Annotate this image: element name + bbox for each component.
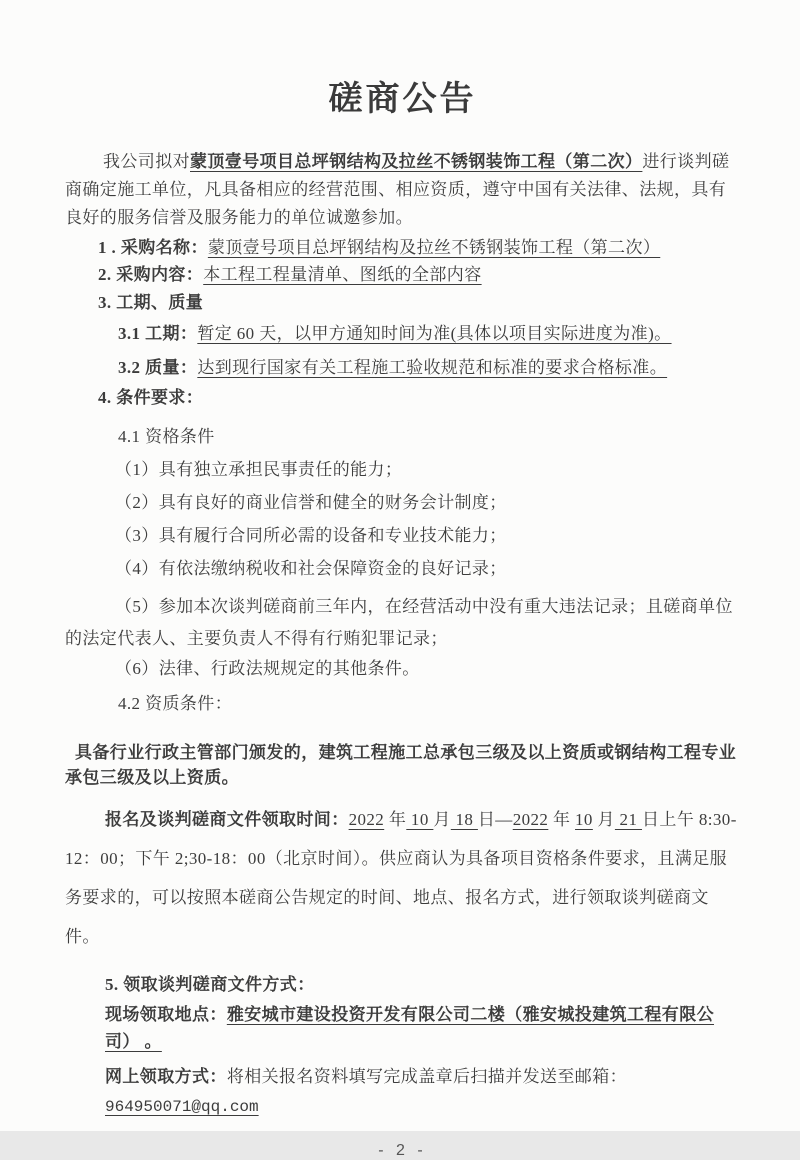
registration-label: 报名及谈判磋商文件领取时间： (105, 810, 349, 829)
reg-day-end: 21 (614, 810, 643, 829)
purchase-name-label: 1 . 采购名称： (98, 238, 208, 257)
online-pickup-row (105, 1063, 740, 1121)
reg-sep-2: 月 (433, 810, 451, 829)
reg-sep-1: 年 (384, 810, 407, 829)
section3-heading: 3. 工期、质量 (98, 293, 204, 312)
reg-day-start: 18 (450, 810, 478, 829)
credential-paragraph: 具备行业行政主管部门颁发的，建筑工程施工总承包三级及以上资质或钢结构工程专业承包三级及以上资质。 (65, 743, 737, 787)
quality-label: 3.2 质量： (118, 358, 198, 377)
purchase-content-label: 2. 采购内容： (98, 265, 204, 284)
condition-item-3: （3）具有履行合同所必需的设备和专业技术能力； (115, 526, 507, 545)
intro-suffix: 进行谈判磋商确定施工单位，凡具备相应的经营范围、相应资质，遵守中国有关法律、法规，具有良好的服务信誉及服务能力的单位诚邀参加。 (65, 152, 730, 227)
condition-item-5: （5）参加本次谈判磋商前三年内，在经营活动中没有重大违法记录；且磋商单位的法定代表人、主要负责人不得有行贿犯罪记录； (65, 597, 733, 648)
site-pickup-row (105, 1001, 740, 1055)
condition-item-4: （4）有依法缴纳税收和社会保障资金的良好记录； (115, 559, 507, 578)
site-pickup-label: 现场领取地点： (105, 1005, 227, 1024)
reg-sep-5: 月 (592, 810, 615, 829)
intro-project-name: 蒙顶壹号项目总坪钢结构及拉丝不锈钢装饰工程（第二次） (190, 152, 643, 171)
reg-year-end: 2022 (512, 810, 549, 829)
purchase-name-row (98, 234, 740, 261)
reg-month-start: 10 (406, 810, 434, 829)
reg-month-end: 10 (575, 810, 593, 829)
credential-heading: 4.2 资质条件： (118, 694, 233, 713)
reg-sep-4: 年 (548, 810, 576, 829)
duration-label: 3.1 工期： (118, 324, 198, 343)
intro-paragraph (65, 148, 740, 232)
purchase-name-value: 蒙顶壹号项目总坪钢结构及拉丝不锈钢装饰工程（第二次） (207, 238, 661, 257)
section4-heading: 4. 条件要求： (98, 388, 204, 407)
duration-row (118, 320, 740, 347)
page-title: 磋商公告 (328, 81, 477, 118)
reg-sep-3: 日— (477, 810, 513, 829)
page-number: - 2 - (378, 1142, 427, 1159)
quality-row (118, 354, 740, 381)
registration-paragraph (65, 800, 740, 956)
email-address: 964950071@qq.com (105, 1098, 259, 1116)
intro-prefix: 我公司拟对 (103, 152, 190, 171)
condition-item-6: （6）法律、行政法规规定的其他条件。 (115, 659, 420, 678)
section5-heading: 5. 领取谈判磋商文件方式： (105, 975, 315, 994)
qualification-heading: 4.1 资格条件 (118, 427, 215, 446)
reg-year-start: 2022 (348, 810, 385, 829)
quality-value: 达到现行国家有关工程施工验收规范和标准的要求合格标准。 (197, 358, 668, 377)
condition-item-1: （1）具有独立承担民事责任的能力； (115, 460, 403, 479)
site-pickup-value: 雅安城市建设投资开发有限公司二楼（雅安城投建筑工程有限公司） 。 (105, 1005, 715, 1051)
reg-tail-text: 日上午 8:30-12：00；下午 2;30-18：00（北京时间）。供应商认为具备项目资格条件要求，且满足服务要求的，可以按照本磋商公告规定的时间、地点、报名方式，进行领取谈判磋商文件。 (65, 810, 737, 946)
purchase-content-value: 本工程工程量清单、图纸的全部内容 (203, 265, 482, 284)
condition-item-2: （2）具有良好的商业信誉和健全的财务会计制度； (115, 493, 507, 512)
duration-value: 暂定 60 天，以甲方通知时间为准(具体以项目实际进度为准)。 (197, 324, 672, 343)
online-pickup-text: 将相关报名资料填写完成盖章后扫描并发送至邮箱： (226, 1067, 628, 1086)
online-pickup-label: 网上领取方式： (105, 1067, 227, 1086)
purchase-content-row (98, 261, 740, 288)
